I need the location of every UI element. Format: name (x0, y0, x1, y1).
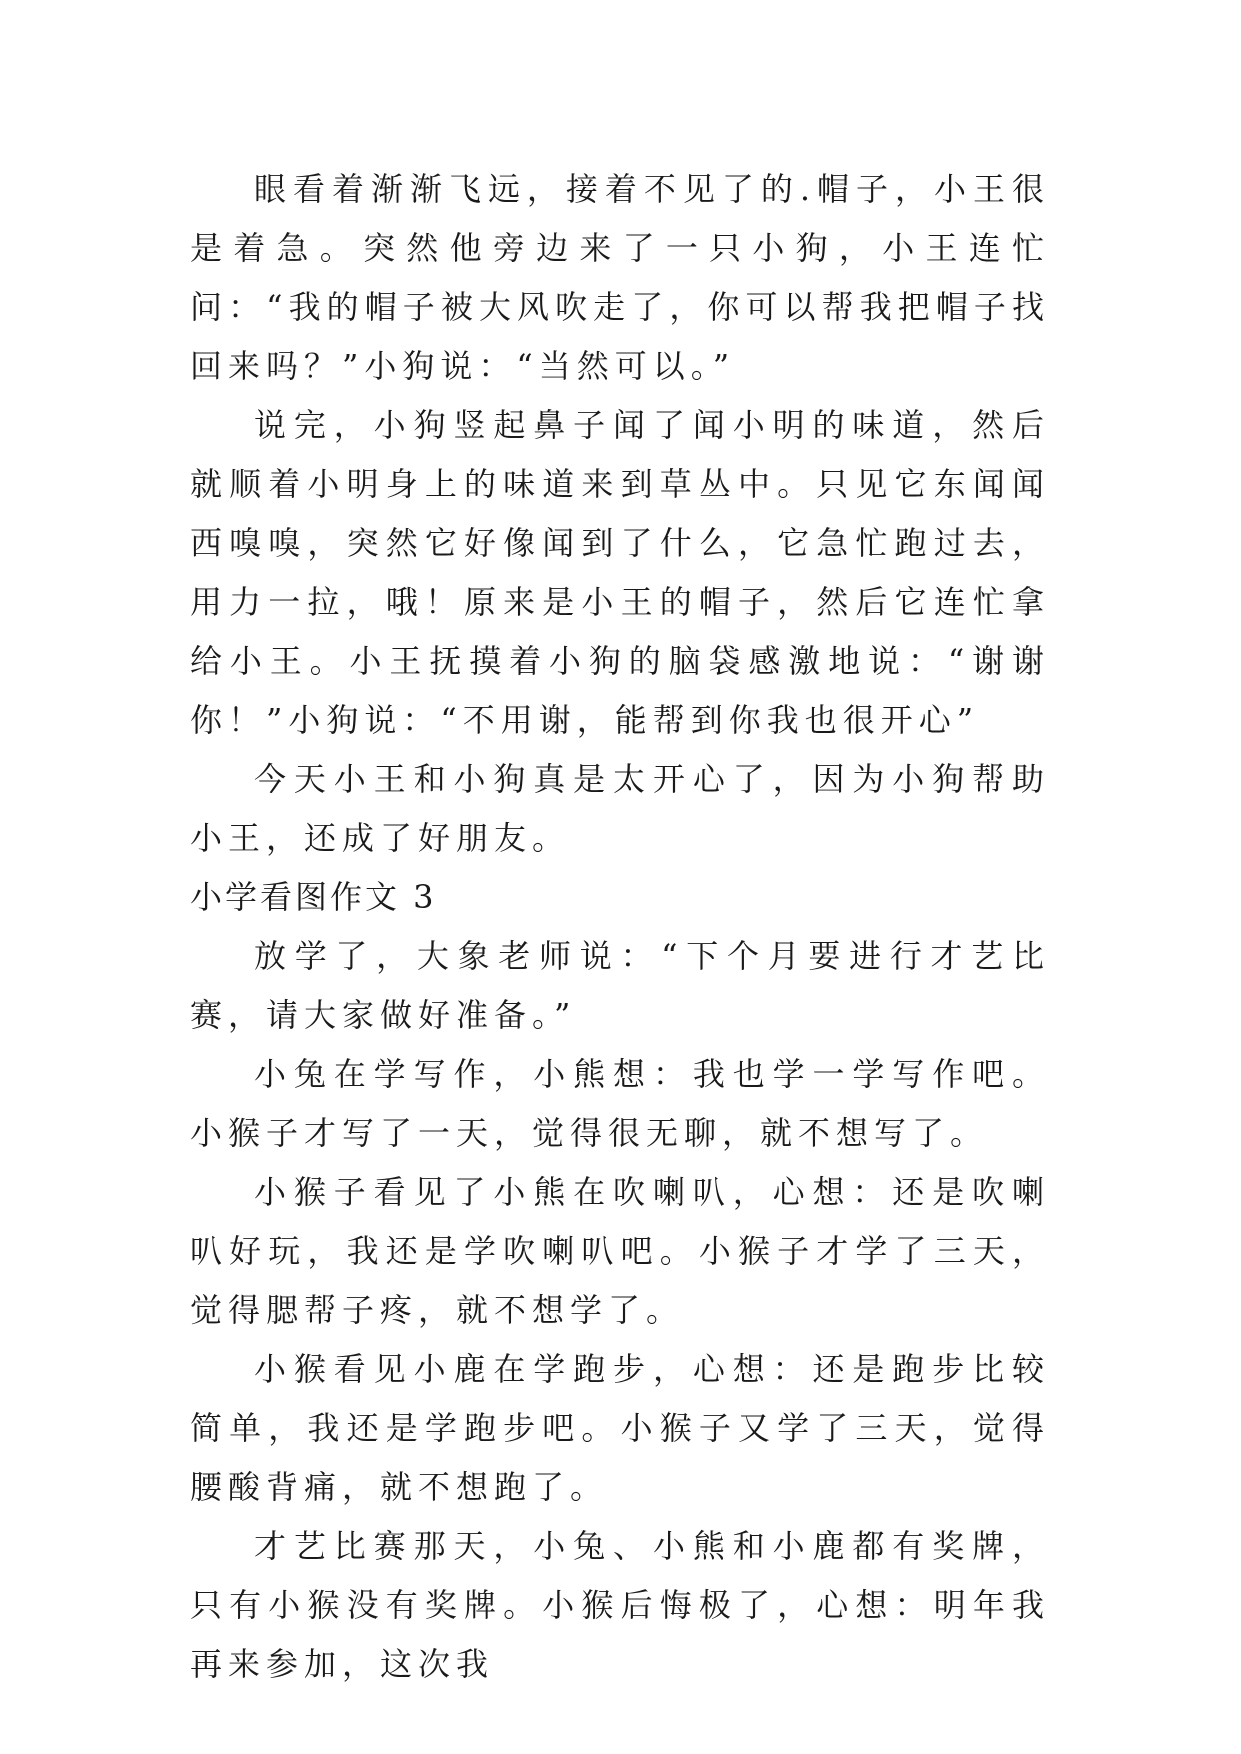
paragraph: 小猴子看见了小熊在吹喇叭，心想：还是吹喇叭好玩，我还是学吹喇叭吧。小猴子才学了三天，觉得腮帮子疼，就不想学了。 (190, 1173, 1050, 1329)
document-body (190, 160, 1050, 1694)
paragraph: 眼看着渐渐飞远，接着不见了的.帽子，小王很是着急。突然他旁边来了一只小狗，小王连忙问：“我的帽子被大风吹走了，你可以帮我把帽子找回来吗？”小狗说：“当然可以。” (190, 170, 1050, 385)
paragraph: 小猴看见小鹿在学跑步，心想：还是跑步比较简单，我还是学跑步吧。小猴子又学了三天，觉得腰酸背痛，就不想跑了。 (190, 1350, 1050, 1506)
section-heading: 小学看图作文 3 (190, 878, 437, 916)
paragraph: 小兔在学写作，小熊想：我也学一学写作吧。小猴子才写了一天，觉得很无聊，就不想写了。 (190, 1055, 1050, 1152)
paragraph: 今天小王和小狗真是太开心了，因为小狗帮助小王，还成了好朋友。 (190, 760, 1050, 857)
paragraph: 才艺比赛那天，小兔、小熊和小鹿都有奖牌，只有小猴没有奖牌。小猴后悔极了，心想：明年我再来参加，这次我 (190, 1527, 1050, 1683)
paragraph: 放学了，大象老师说：“下个月要进行才艺比赛，请大家做好准备。” (190, 937, 1050, 1034)
paragraph: 说完，小狗竖起鼻子闻了闻小明的味道，然后就顺着小明身上的味道来到草丛中。只见它东闻闻西嗅嗅，突然它好像闻到了什么，它急忙跑过去，用力一拉，哦！原来是小王的帽子，然后它连忙拿给小王。小王抚摸着小狗的脑袋感激地说：“谢谢你！”小狗说：“不用谢，能帮到你我也很开心” (190, 406, 1050, 739)
